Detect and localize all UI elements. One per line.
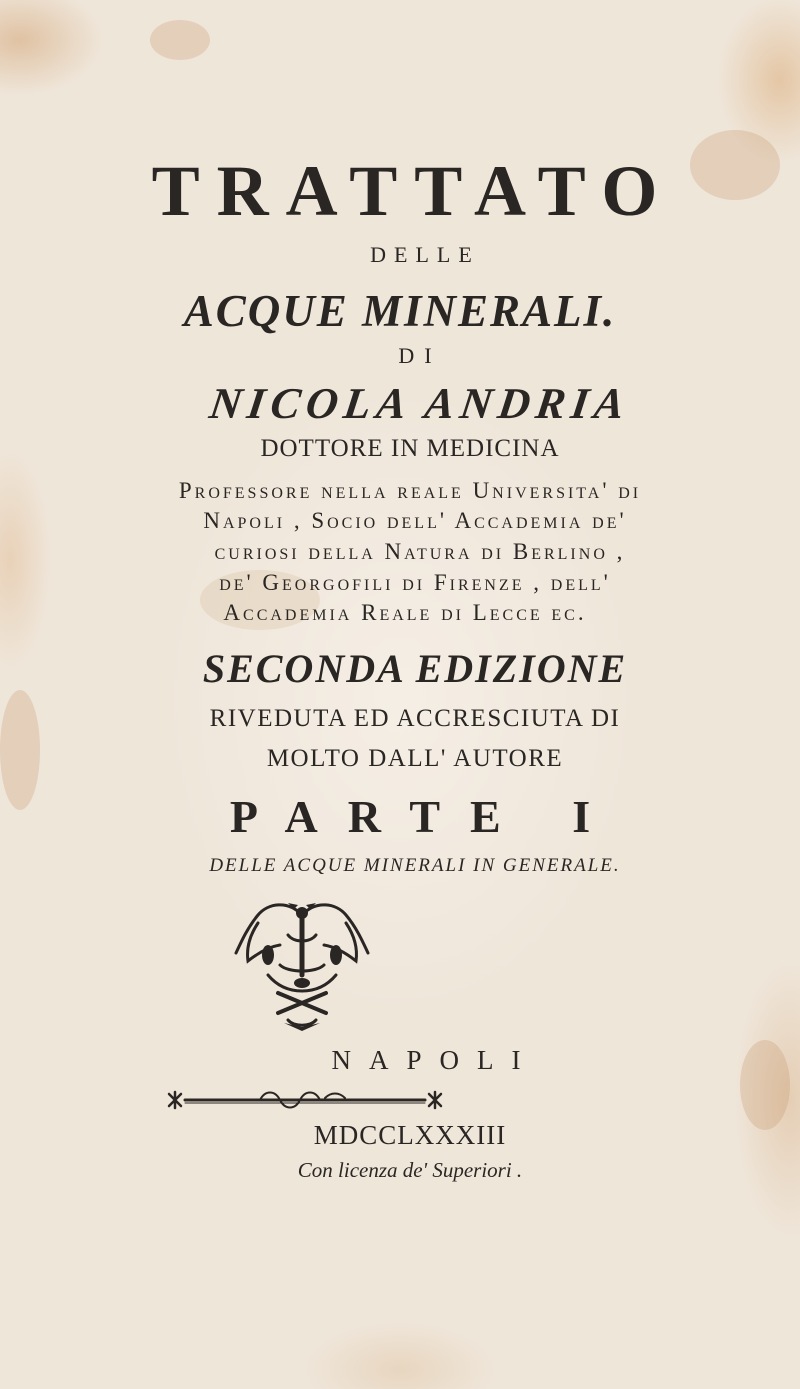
affiliation-line: Napoli , Socio dell' Accademia de' [203,508,627,533]
affiliation-line: curiosi della Natura di Berlino , [214,539,626,564]
eagle-ornament-icon [228,895,376,1035]
book-title: TRATTATO [151,151,675,231]
revision-line: MOLTO DALL' AUTORE [266,745,564,772]
part-heading: PARTE I [229,791,621,842]
imprint-place: NAPOLI [331,1045,539,1075]
author-degree: DOTTORE IN MEDICINA [260,435,560,462]
affiliation-line: Professore nella reale Universita' di [178,478,642,503]
part-subtitle: DELLE ACQUE MINERALI IN GENERALE. [209,855,621,876]
edition-statement: SECONDA EDIZIONE [202,646,628,691]
affiliation-line: Accademia Reale di Lecce ec. [223,600,587,625]
ornamental-rule [165,1088,445,1112]
revision-line: RIVEDUTA ED ACCRESCIUTA DI [209,705,621,732]
imprint-license: Con licenza de' Superiori . [297,1158,523,1182]
affiliation-line: de' Georgofili di Firenze , dell' [219,570,611,595]
book-subject: ACQUE MINERALI. [183,286,617,336]
title-connector-delle: DELLE [370,242,480,267]
author-name: NICOLA ANDRIA [206,379,634,428]
title-connector-di: DI [398,343,442,368]
imprint-year: MDCCLXXXIII [313,1120,507,1150]
